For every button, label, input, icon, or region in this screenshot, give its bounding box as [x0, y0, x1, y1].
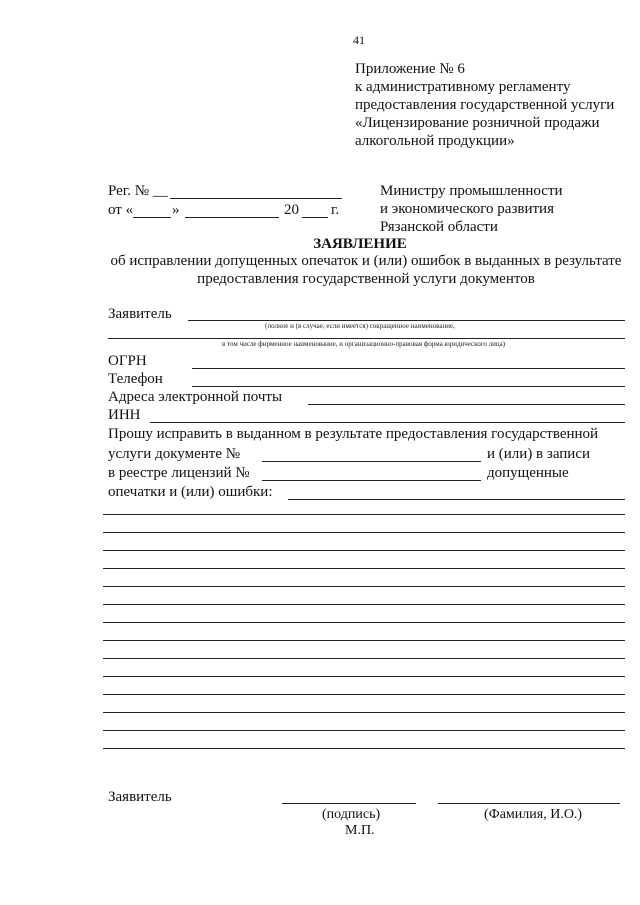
reg-number-line[interactable] [170, 198, 342, 199]
signature-line[interactable] [282, 803, 416, 804]
or-record-label: и (или) в записи [487, 446, 591, 462]
date-quote-close: » [172, 202, 180, 218]
signature-hint: (подпись) [322, 807, 381, 822]
registry-number-line[interactable] [262, 480, 481, 481]
appendix-line-5: алкогольной продукции» [355, 133, 515, 149]
admitted-label: допущенные [487, 465, 569, 481]
full-name-line[interactable] [438, 803, 620, 804]
date-year-line[interactable] [302, 217, 328, 218]
errors-line[interactable] [103, 676, 625, 677]
date-day-line[interactable] [133, 217, 171, 218]
inn-line[interactable] [150, 422, 625, 423]
errors-line[interactable] [103, 568, 625, 569]
appendix-line-1: Приложение № 6 [355, 61, 465, 77]
errors-line[interactable] [103, 748, 625, 749]
applicant-name-line-2[interactable] [108, 338, 625, 339]
errors-line[interactable] [103, 640, 625, 641]
document-title: ЗАЯВЛЕНИЕ [313, 236, 407, 252]
errors-line[interactable] [103, 730, 625, 731]
subtitle-line-2: предоставления государственной услуги документов [197, 271, 535, 287]
appendix-line-4: «Лицензирование розничной продажи [355, 115, 600, 131]
errors-line[interactable] [103, 586, 625, 587]
errors-line[interactable] [103, 604, 625, 605]
errors-line[interactable] [103, 622, 625, 623]
applicant-label: Заявитель [108, 306, 172, 322]
ogrn-label: ОГРН [108, 353, 147, 369]
year-suffix: г. [331, 202, 340, 218]
applicant-hint-2: в том числе фирменное наименование, и организационно-правовая форма юридического лица) [222, 340, 506, 348]
date-from-label: от « [108, 202, 134, 218]
errors-line[interactable] [103, 694, 625, 695]
signature-applicant-label: Заявитель [108, 789, 172, 805]
request-line-1: Прошу исправить в выданном в результате предоставления государственной [108, 426, 599, 442]
errors-line[interactable] [103, 514, 625, 515]
errors-line[interactable] [103, 532, 625, 533]
ogrn-line[interactable] [192, 368, 625, 369]
page-number: 41 [353, 33, 365, 47]
registry-label: в реестре лицензий № [108, 465, 250, 481]
applicant-name-line[interactable] [188, 320, 625, 321]
applicant-hint-1: (полное и (в случае, если имеется) сокращенное наименование, [265, 322, 455, 330]
addressee-line-1: Министру промышленности [380, 183, 563, 199]
doc-number-label: услуги документе № [108, 446, 241, 462]
errors-line[interactable] [103, 712, 625, 713]
errors-line[interactable] [103, 658, 625, 659]
doc-number-line[interactable] [262, 461, 481, 462]
phone-label: Телефон [108, 371, 163, 387]
errors-line[interactable] [103, 550, 625, 551]
appendix-line-3: предоставления государственной услуги [355, 97, 615, 113]
appendix-line-2: к административному регламенту [355, 79, 571, 95]
errors-label: опечатки и (или) ошибки: [108, 484, 273, 500]
email-label: Адреса электронной почты [108, 389, 283, 405]
email-line[interactable] [308, 404, 625, 405]
inn-label: ИНН [108, 407, 141, 423]
addressee-line-2: и экономического развития [380, 201, 554, 217]
phone-line[interactable] [192, 386, 625, 387]
full-name-hint: (Фамилия, И.О.) [484, 807, 583, 822]
date-month-line[interactable] [185, 217, 279, 218]
addressee-line-3: Рязанской области [380, 219, 498, 235]
stamp-place: М.П. [345, 823, 375, 838]
reg-number-label: Рег. № __ [108, 183, 168, 199]
subtitle-line-1: об исправлении допущенных опечаток и (или) ошибок в выданных в результате [110, 253, 622, 269]
year-prefix: 20 [284, 202, 299, 218]
errors-line-0[interactable] [288, 499, 625, 500]
